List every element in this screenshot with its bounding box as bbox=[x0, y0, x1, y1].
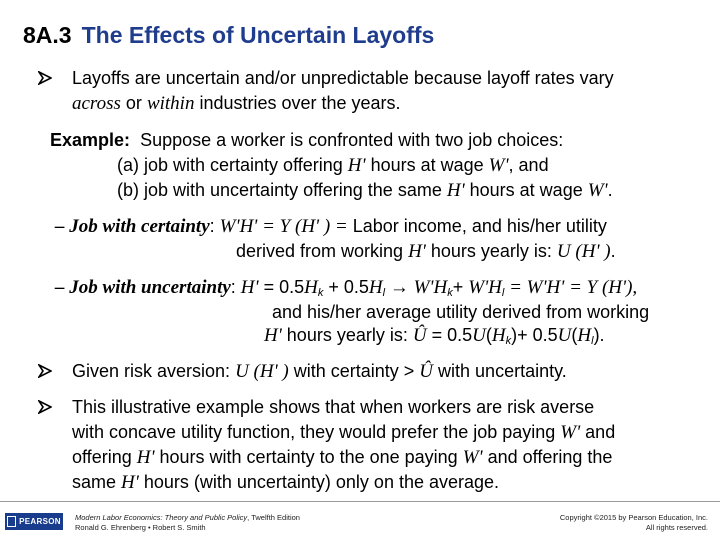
page-title bbox=[23, 22, 434, 49]
certainty-line1: – Job with certainty: W'H' = Y (H' ) = Labor income, and his/her utility bbox=[55, 216, 607, 237]
bullet-arrow-icon bbox=[38, 71, 52, 85]
uncertainty-line2: and his/her average utility derived from working bbox=[272, 302, 650, 322]
bullet-arrow-icon bbox=[38, 400, 52, 414]
bullet3-line2: with concave utility function, they would prefer the job paying W' and bbox=[72, 422, 616, 443]
footer-book: Modern Labor Economics: Theory and Public Policy, Twelfth Edition Ronald G. Ehrenberg • Robert S. Smith bbox=[75, 513, 300, 532]
pearson-logo: PEARSON bbox=[5, 513, 63, 530]
section-title: The Effects of Uncertain Layoffs bbox=[81, 22, 435, 48]
bullet1-line1: Layoffs are uncertain and/or unpredictable because layoff rates vary bbox=[72, 68, 614, 88]
bullet2-text: Given risk aversion: U (H' ) with certainty > Û with uncertainty. bbox=[72, 361, 567, 382]
bullet3-line1: This illustrative example shows that when workers are risk averse bbox=[72, 397, 595, 417]
footer-divider bbox=[0, 501, 720, 502]
uncertainty-line1: – Job with uncertainty: $H' = 0.5H_k + 0.5H_l \to W'H_k+ W'H_l = W'H' = Y$ (H'), bbox=[55, 277, 638, 299]
example-option-a: (a) job with certainty offering H' hours at wage W', and bbox=[117, 155, 549, 176]
footer-copyright: Copyright ©2015 by Pearson Education, Inc. All rights reserved. bbox=[559, 513, 708, 532]
bullet1-line2: across or within industries over the years. bbox=[72, 93, 401, 114]
certainty-line2: derived from working H' hours yearly is: U (H' ). bbox=[236, 241, 616, 262]
section-number: 8A.3 bbox=[23, 22, 72, 48]
bullet3-line4: same H' hours (with uncertainty) only on the average. bbox=[72, 472, 500, 493]
bullet-arrow-icon bbox=[38, 364, 52, 378]
example-option-b: (b) job with uncertainty offering the same H' hours at wage W'. bbox=[117, 180, 613, 201]
example-intro: Example: Suppose a worker is confronted with two job choices: bbox=[50, 130, 564, 150]
pearson-mark-icon bbox=[7, 516, 16, 527]
uncertainty-line3: H' hours yearly is: Û = $0.5U(H_k)+ 0.5U(H_l)$. bbox=[264, 325, 605, 347]
bullet3-line3: offering H' hours with certainty to the one paying W' and offering the bbox=[72, 447, 613, 468]
